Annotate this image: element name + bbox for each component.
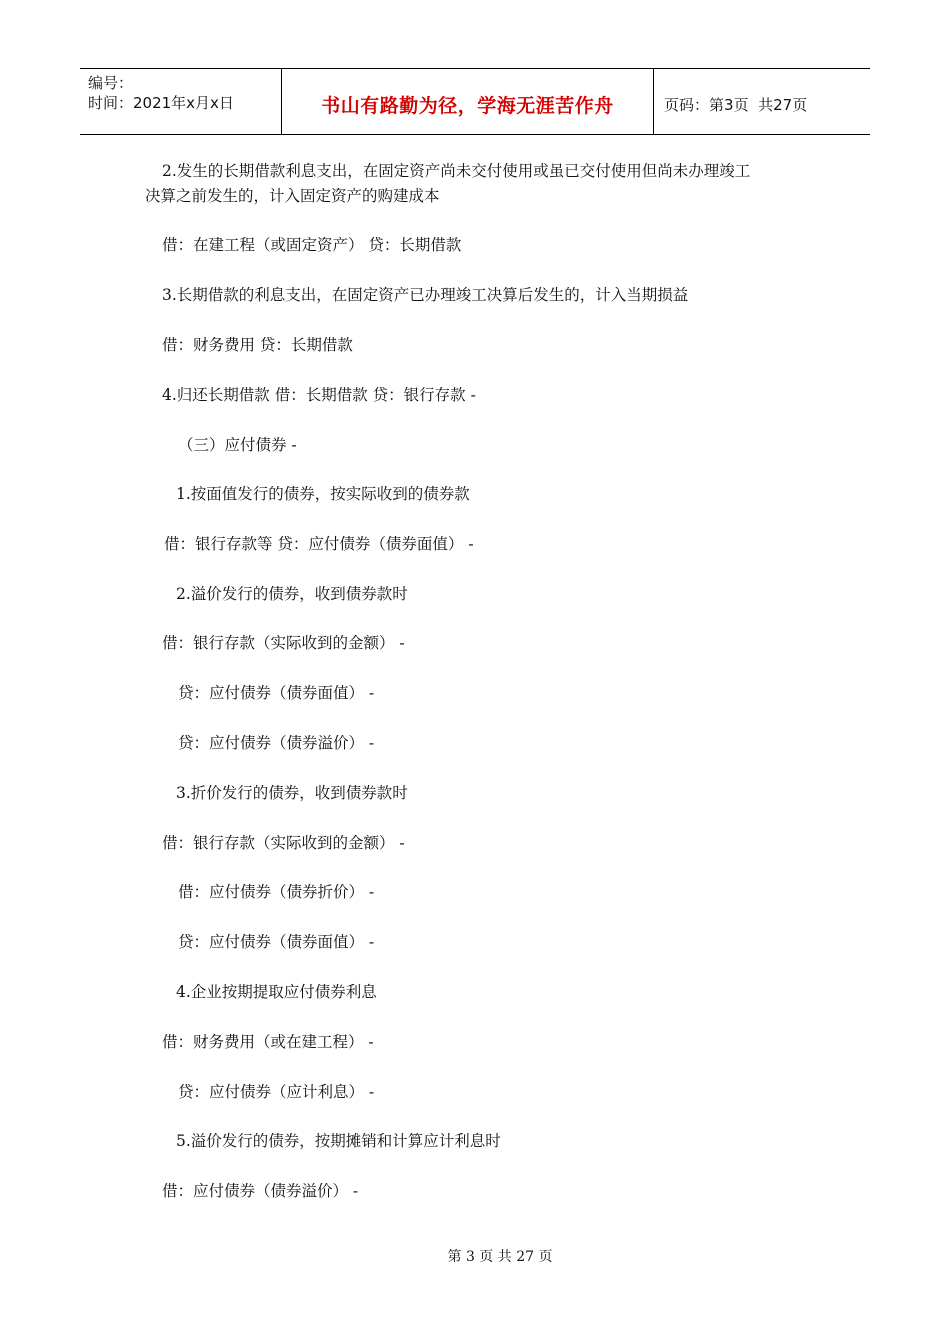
body-line: 借：在建工程（或固定资产） 贷：长期借款 (162, 236, 462, 254)
body-line: 借：银行存款（实际收到的金额） - (162, 634, 405, 652)
body-line: 贷：应付债券（债券面值） - (178, 684, 375, 702)
body-line: 贷：应付债券（应计利息） - (178, 1083, 375, 1101)
page-current: 3 (724, 95, 734, 114)
document-number-label: 编号： (88, 74, 134, 92)
page-total: 27 (773, 95, 793, 114)
header-motto-cell (282, 69, 654, 134)
body-line: 3.长期借款的利息支出，在固定资产已办理竣工决算后发生的，计入当期损益 (162, 286, 689, 304)
body-line: 1.按面值发行的债券，按实际收到的债券款 (176, 485, 470, 503)
page-footer: 第 3 页 共 27 页 (447, 1249, 553, 1265)
header-motto: 书山有路勤为径，学海无涯苦作舟 (321, 95, 614, 117)
body-line: 借：财务费用 贷：长期借款 (162, 336, 353, 354)
body-line: （三）应付债券 - (178, 436, 297, 454)
body-line: 2.发生的长期借款利息支出，在固定资产尚未交付使用或虽已交付使用但尚未办理竣工 (162, 162, 751, 180)
body-line: 5.溢价发行的债券，按期摊销和计算应计利息时 (176, 1132, 501, 1150)
page-mid: 页 共 (733, 96, 774, 114)
body-line: 借：银行存款（实际收到的金额） - (162, 834, 405, 852)
body-line: 贷：应付债券（债券面值） - (178, 933, 375, 951)
body-line: 借：应付债券（债券溢价） - (162, 1182, 359, 1200)
body-line: 贷：应付债券（债券溢价） - (178, 734, 375, 752)
body-line: 借：银行存款等 贷：应付债券（债券面值） - (164, 535, 474, 553)
body-line: 4.企业按期提取应付债券利息 (176, 983, 377, 1001)
page-suffix: 页 (792, 96, 808, 114)
body-line: 决算之前发生的，计入固定资产的购建成本 (145, 187, 440, 205)
body-line: 借：应付债券（债券折价） - (178, 883, 375, 901)
body-line: 4.归还长期借款 借：长期借款 贷：银行存款 - (162, 386, 476, 404)
body-line: 2.溢价发行的债券，收到债券款时 (176, 585, 408, 603)
document-date: 时间：2021年x月x日 (88, 94, 234, 112)
page-header (80, 68, 870, 135)
header-page-info (654, 69, 870, 134)
header-meta (80, 69, 282, 134)
page-prefix: 页码：第 (664, 96, 725, 114)
body-line: 3.折价发行的债券，收到债券款时 (176, 784, 408, 802)
body-line: 借：财务费用（或在建工程） - (162, 1033, 374, 1051)
